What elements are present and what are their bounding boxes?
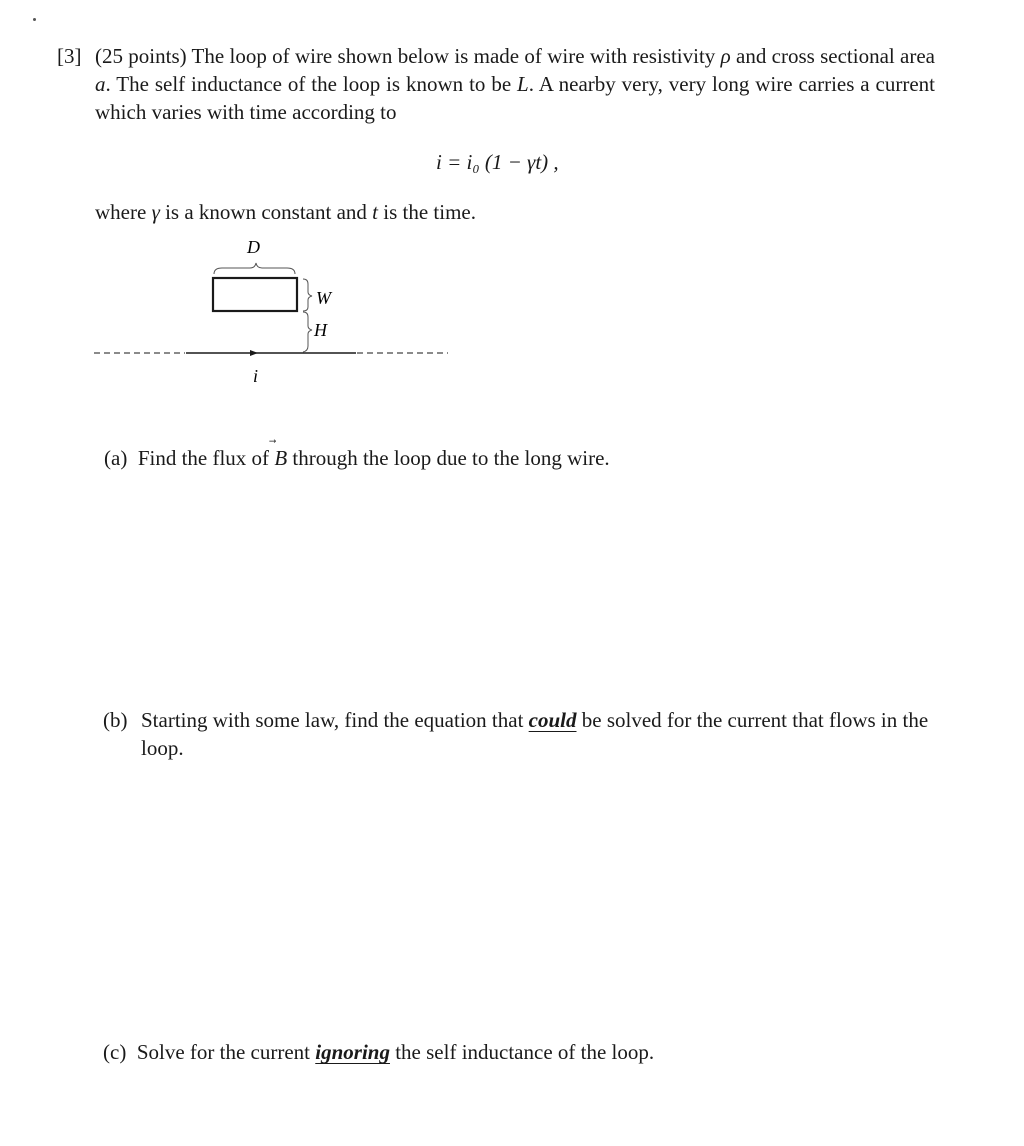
where-clause: where γ is a known constant and t is the time.: [95, 200, 476, 224]
label-D: D: [247, 237, 260, 257]
gamma-symbol: γ: [151, 200, 160, 224]
time-symbol: t: [372, 200, 378, 224]
problem-number: [3]: [57, 44, 82, 68]
label-H: H: [314, 320, 327, 340]
question-b: Starting with some law, find the equation that could be solved for the current that flows in the loop.: [141, 708, 929, 760]
current-arrow-icon: [250, 350, 258, 356]
inductance-symbol: L: [517, 72, 529, 96]
area-symbol: a: [95, 72, 106, 96]
question-a-label: (a): [104, 446, 128, 470]
question-c-label: (c): [103, 1040, 127, 1064]
wire-loop: [213, 278, 297, 311]
b-vector-symbol: B: [274, 446, 288, 470]
could-emphasis: could: [528, 708, 577, 732]
label-i: i: [253, 366, 259, 386]
rho-symbol: ρ: [720, 44, 731, 68]
current-equation: i = i₀ (1 − γt) ,: [436, 150, 559, 174]
brace-H: [303, 312, 312, 352]
label-W: W: [316, 288, 331, 308]
brace-W: [303, 279, 312, 311]
question-a: (a) Find the flux of B through the loop due to the long wire.: [104, 446, 610, 470]
brace-D: [214, 263, 295, 274]
question-b-label: (b): [103, 708, 128, 732]
ignoring-emphasis: ignoring: [315, 1040, 390, 1064]
question-c: (c) Solve for the current ignoring the self inductance of the loop.: [103, 1040, 655, 1064]
problem-statement: (25 points) The loop of wire shown below is made of wire with resistivity ρ and cross sectional area a. The self inductance of the loop is known to be L. A nearby very, very long wire carries a current which varies with time according to: [95, 44, 935, 124]
loop-figure: [0, 0, 1024, 420]
